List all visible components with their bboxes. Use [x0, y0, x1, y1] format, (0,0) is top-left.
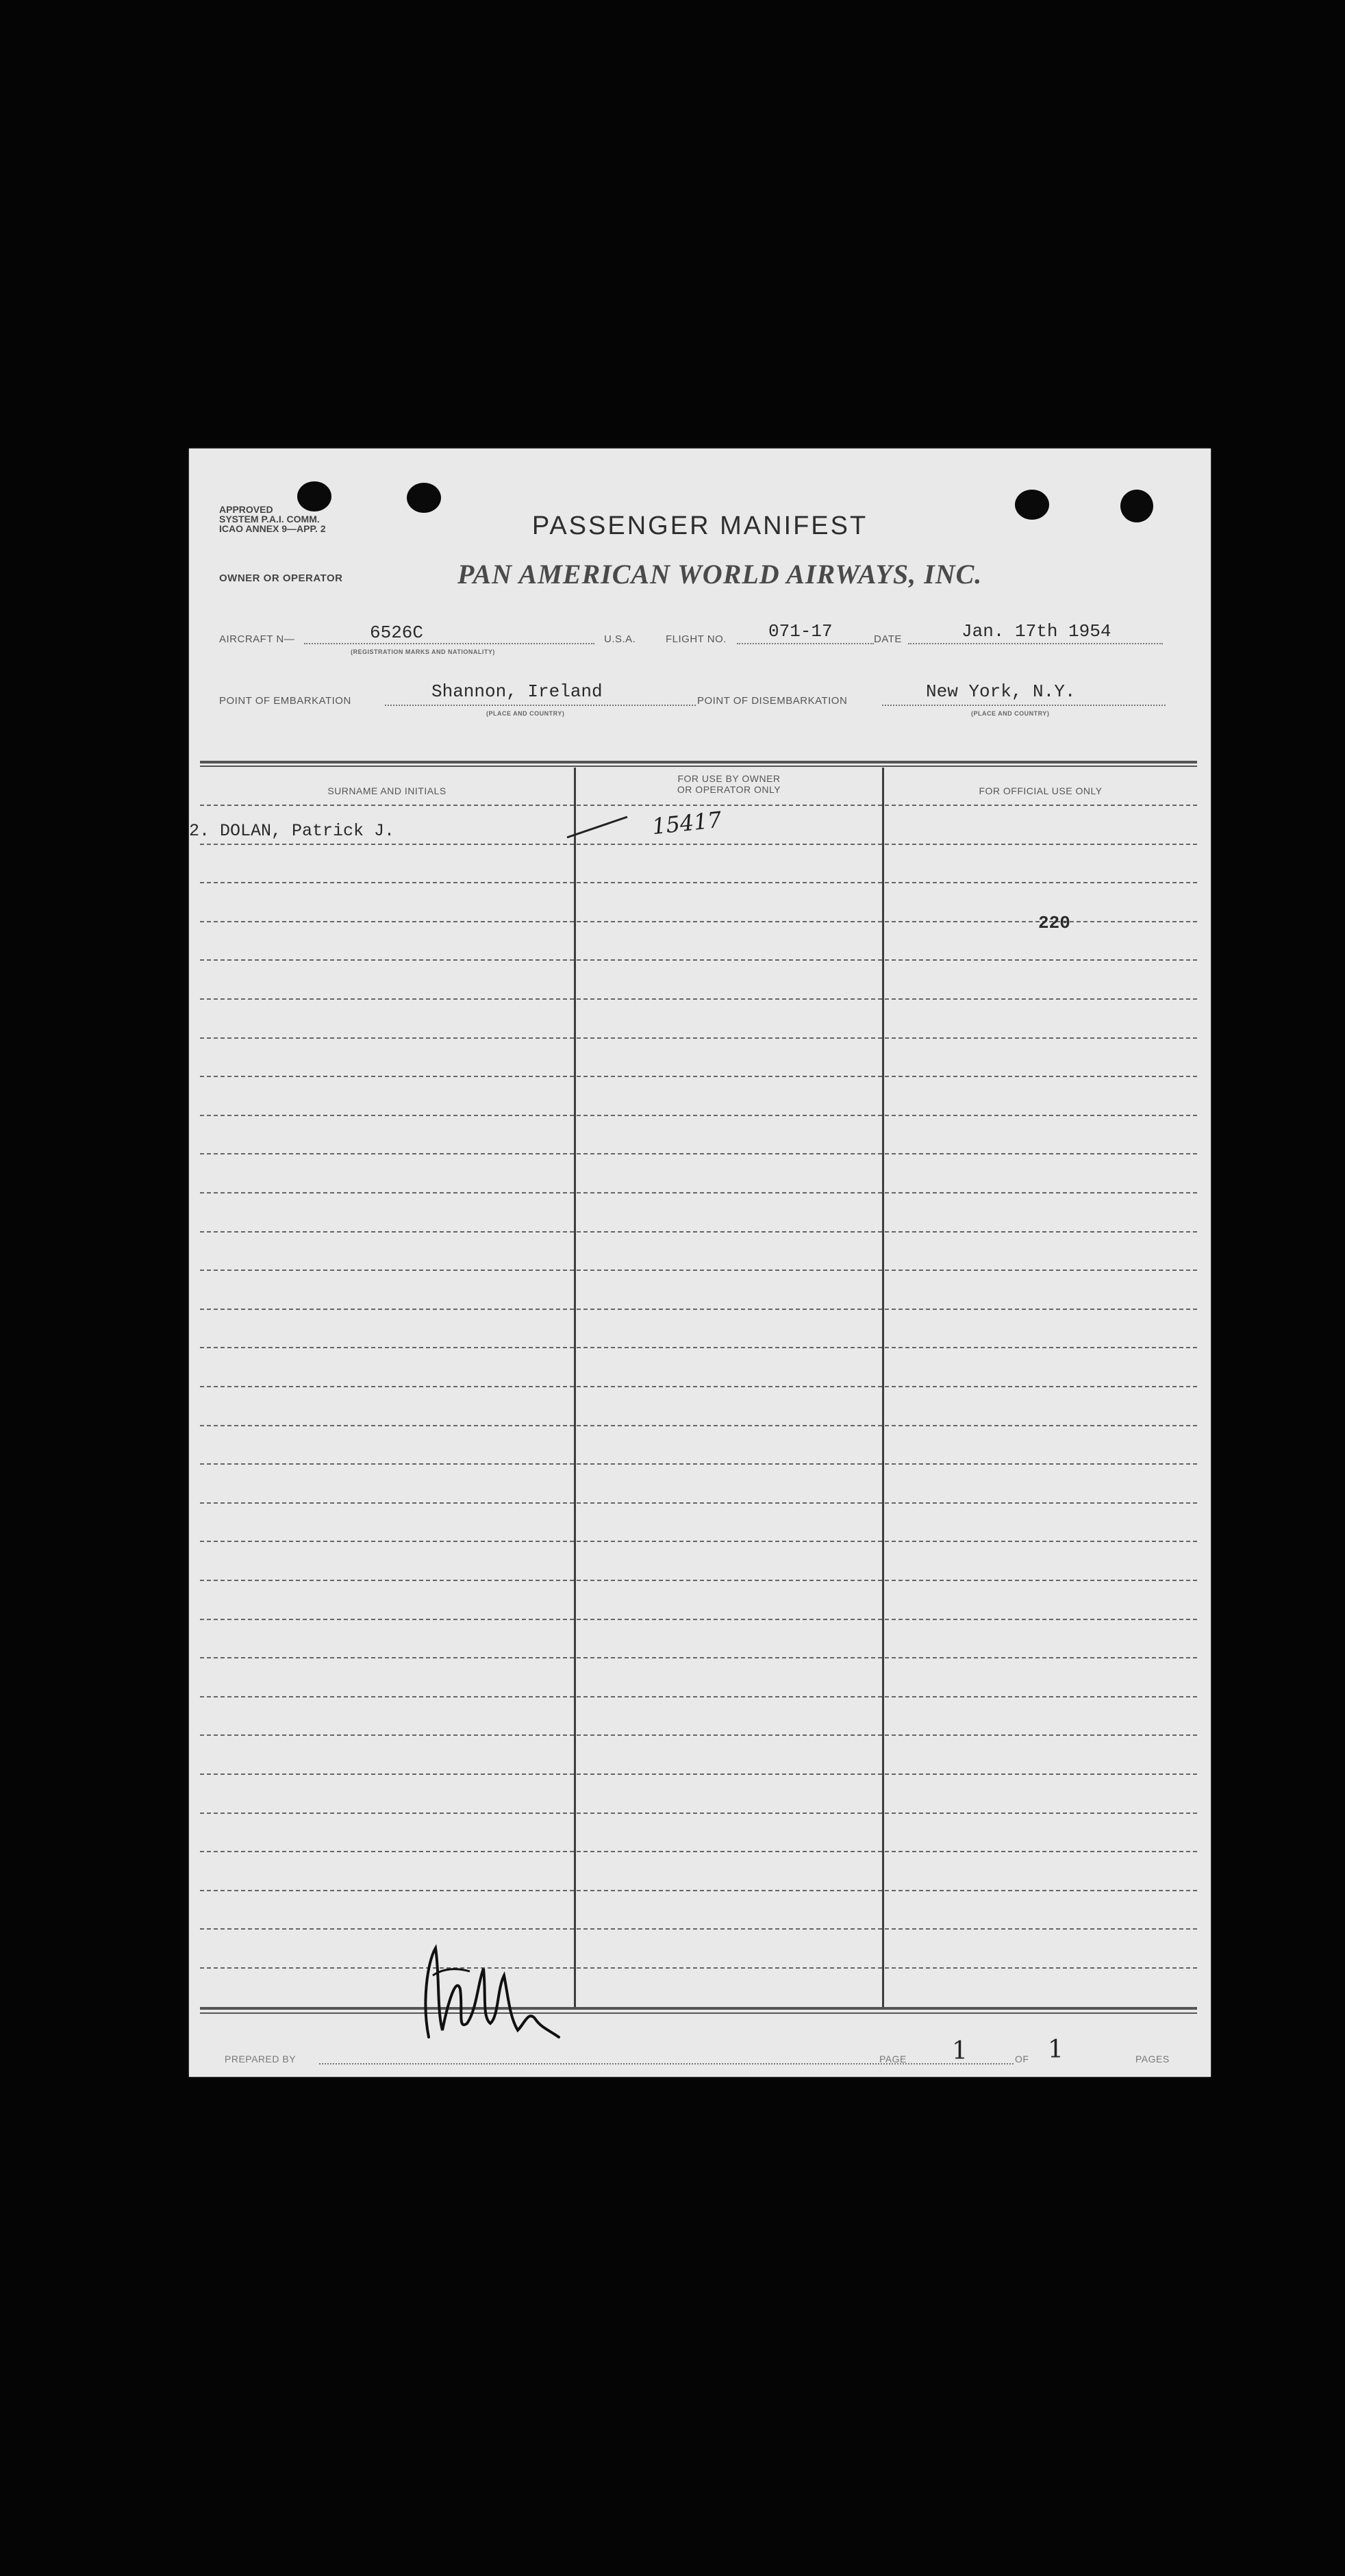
table-bottom-border [200, 2007, 1197, 2010]
row-line [200, 842, 1197, 845]
handwritten-code: 15417 [651, 806, 723, 840]
pages-label: PAGES [1135, 2054, 1170, 2064]
manifest-document [189, 449, 1211, 2077]
row-line [200, 1385, 1197, 1387]
row-line [200, 1268, 1197, 1271]
row-line [200, 1152, 1197, 1154]
row-line [200, 997, 1197, 1000]
row-line [200, 1424, 1197, 1426]
column-header-operator-line: OR OPERATOR ONLY [677, 784, 781, 795]
column-header-operator [576, 773, 882, 795]
disembarkation-label: POINT OF DISEMBARKATION [697, 695, 848, 707]
page-total: 1 [1048, 2036, 1064, 2064]
page-number: 1 [952, 2037, 968, 2065]
disembarkation-underline [882, 705, 1166, 706]
column-divider [574, 768, 576, 2008]
flight-label: FLIGHT NO. [666, 633, 727, 645]
row-line [200, 1811, 1197, 1814]
row-line [200, 1307, 1197, 1310]
operator-name: PAN AMERICAN WORLD AIRWAYS, INC. [457, 559, 983, 590]
flight-underline [737, 643, 874, 644]
table-top-border [200, 761, 1197, 763]
usa-label: U.S.A. [604, 633, 636, 645]
row-line [200, 803, 1197, 806]
punch-hole [407, 483, 441, 513]
column-header-operator-line: FOR USE BY OWNER [677, 773, 781, 784]
row-line [200, 1772, 1197, 1775]
aircraft-value: 6526C [370, 622, 424, 643]
official-number: 220 [1038, 913, 1070, 933]
of-label: OF [1015, 2054, 1029, 2064]
handwritten-check-mark [564, 811, 633, 842]
row-line [200, 1733, 1197, 1736]
embarkation-label: POINT OF EMBARKATION [219, 695, 351, 707]
row-line [200, 958, 1197, 961]
row-line [200, 1927, 1197, 1930]
flight-value: 071-17 [768, 621, 833, 642]
row-line [200, 1656, 1197, 1658]
row-line [200, 1889, 1197, 1891]
disembarkation-caption: (PLACE AND COUNTRY) [971, 710, 1050, 717]
table-bottom-border-2 [200, 2012, 1197, 2014]
row-line [200, 1191, 1197, 1194]
row-line [200, 881, 1197, 883]
embarkation-value: Shannon, Ireland [431, 681, 603, 702]
row-line [200, 1539, 1197, 1542]
page-label: PAGE [879, 2054, 907, 2064]
row-line [200, 1113, 1197, 1116]
embarkation-caption: (PLACE AND COUNTRY) [486, 710, 565, 717]
column-divider [882, 768, 884, 2008]
prepared-by-label: PREPARED BY [225, 2054, 297, 2064]
aircraft-underline [304, 643, 594, 644]
table-top-border-2 [200, 766, 1197, 767]
date-value: Jan. 17th 1954 [961, 621, 1111, 642]
approval-line: ICAO ANNEX 9—APP. 2 [219, 523, 326, 534]
row-line [200, 1501, 1197, 1504]
row-line [200, 1578, 1197, 1581]
column-header-surname: SURNAME AND INITIALS [327, 785, 447, 796]
row-line [200, 1346, 1197, 1348]
column-header-official: FOR OFFICIAL USE ONLY [979, 785, 1103, 796]
registration-caption: (REGISTRATION MARKS AND NATIONALITY) [351, 648, 495, 655]
passenger-name: 2. DOLAN, Patrick J. [189, 821, 395, 841]
embarkation-underline [385, 705, 696, 706]
approval-line: SYSTEM P.A.I. COMM. [219, 514, 320, 525]
approval-line: APPROVED [219, 504, 273, 515]
row-line [200, 1849, 1197, 1852]
row-line [200, 1462, 1197, 1465]
prepared-by-underline [319, 2063, 1014, 2064]
row-line [200, 1036, 1197, 1039]
row-line [200, 1695, 1197, 1697]
row-line [200, 1966, 1197, 1969]
document-title: PASSENGER MANIFEST [531, 512, 868, 540]
aircraft-label: AIRCRAFT N— [219, 633, 295, 645]
signature [415, 1934, 579, 2044]
disembarkation-value: New York, N.Y. [926, 681, 1076, 702]
row-line [200, 1617, 1197, 1620]
row-line [200, 1230, 1197, 1233]
owner-label: OWNER OR OPERATOR [219, 572, 343, 584]
row-line [200, 1074, 1197, 1077]
date-underline [908, 643, 1163, 644]
date-label: DATE [874, 633, 902, 645]
